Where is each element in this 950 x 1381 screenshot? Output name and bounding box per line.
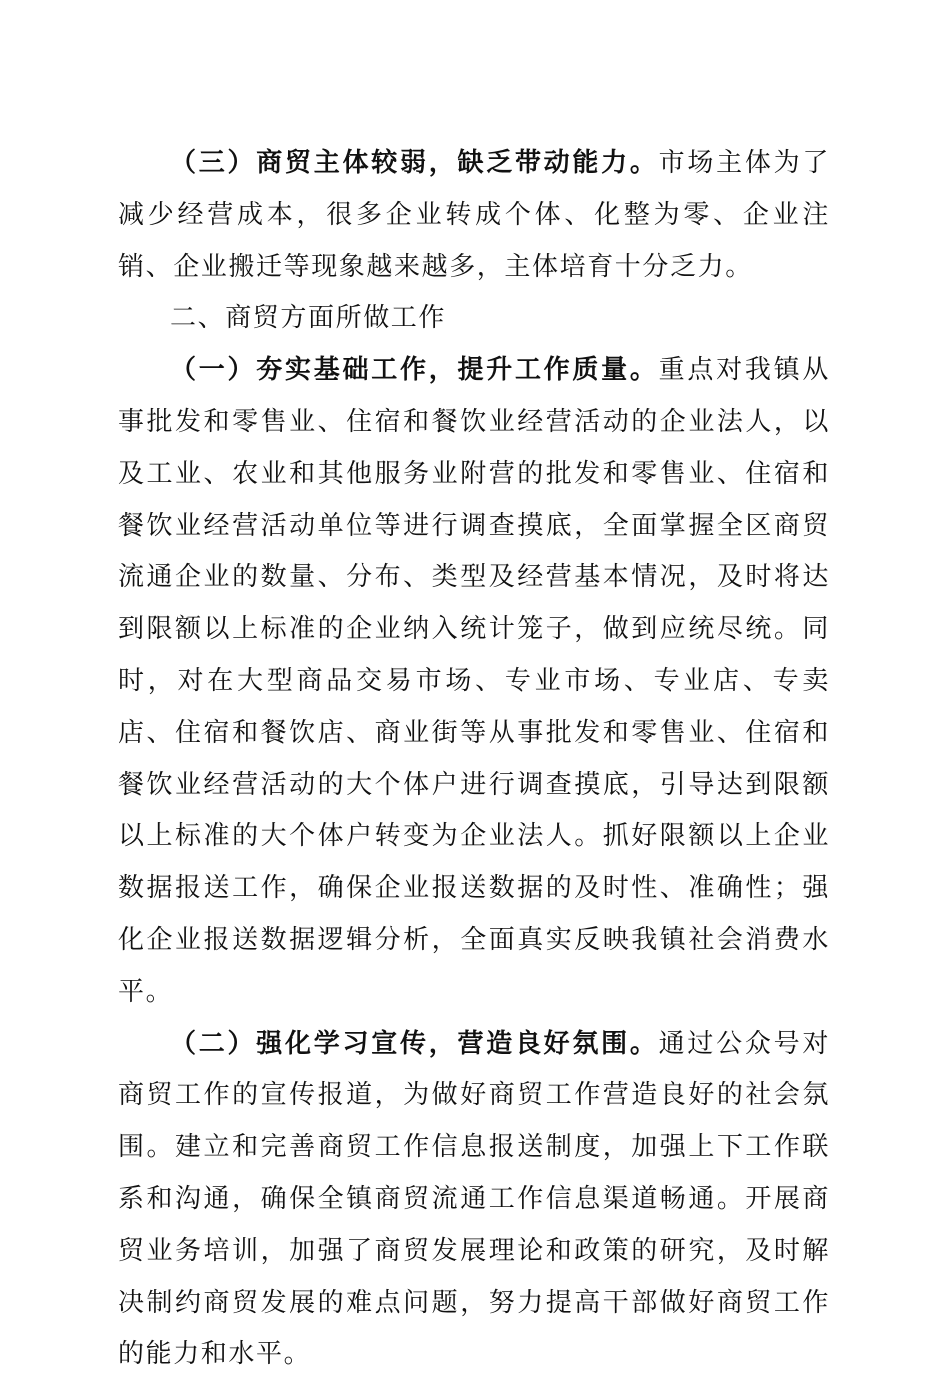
paragraph-text: 市场主体为了减少经营成本，很多企业转成个体、化整为零、企业注销、企业搬迁等现象越来越多，主体培育十分乏力。: [118, 148, 830, 282]
paragraph-text: 重点对我镇从事批发和零售业、住宿和餐饮业经营活动的企业法人，以及工业、农业和其他服务业附营的批发和零售业、住宿和餐饮业经营活动单位等进行调查摸底，全面掌握全区商贸流通企业的数量、分布、类型及经营基本情况，及时将达到限额以上标准的企业纳入统计笼子，做到应统尽统。同时，对在大型商品交易市场、专业市场、专业店、专卖店、住宿和餐饮店、商业街等从事批发和零售业、住宿和餐饮业经营活动的大个体户进行调查摸底，引导达到限额以上标准的大个体户转变为企业法人。抓好限额以上企业数据报送工作，确保企业报送数据的及时性、准确性；强化企业报送数据逻辑分析，全面真实反映我镇社会消费水平。: [118, 355, 830, 1007]
paragraph-weak-entities: [118, 138, 830, 293]
section-heading: 二、商贸方面所做工作: [170, 303, 447, 334]
paragraph-publicity: [118, 1019, 830, 1381]
paragraph-text: 通过公众号对商贸工作的宣传报道，为做好商贸工作营造良好的社会氛围。建立和完善商贸工作信息报送制度，加强上下工作联系和沟通，确保全镇商贸流通工作信息渠道畅通。开展商贸业务培训，加强了商贸发展理论和政策的研究，及时解决制约商贸发展的难点问题，努力提高干部做好商贸工作的能力和水平。: [118, 1028, 830, 1370]
paragraph-lead: （二）强化学习宣传，营造良好氛围。: [170, 1028, 659, 1059]
paragraph-lead: （三）商贸主体较弱，缺乏带动能力。: [170, 148, 659, 178]
paragraph-foundation-work: [118, 345, 830, 1018]
document-body: [118, 138, 830, 1381]
paragraph-lead: （一）夯实基础工作，提升工作质量。: [170, 355, 659, 386]
